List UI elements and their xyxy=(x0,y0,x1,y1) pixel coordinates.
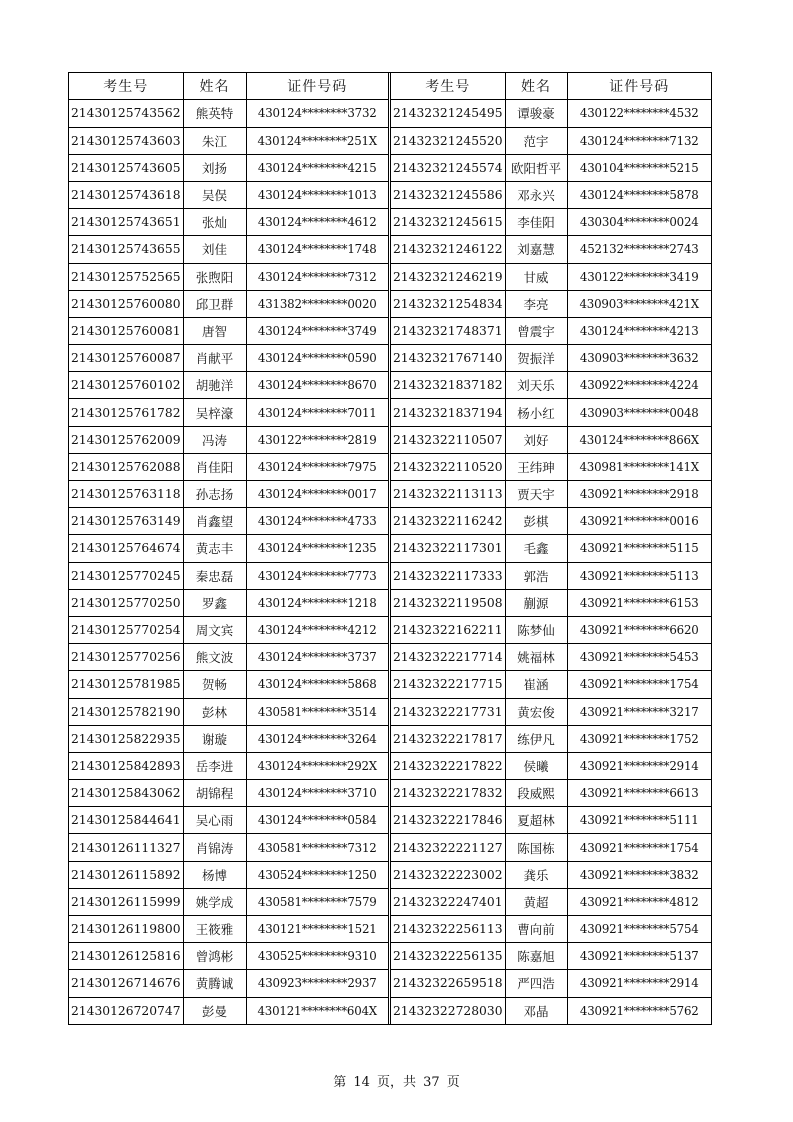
table-row xyxy=(391,671,711,698)
exam-no-cell: 21432321767140 xyxy=(391,345,505,372)
table-row xyxy=(391,100,711,127)
name-cell: 刘扬 xyxy=(183,154,246,181)
id-no-cell: 430124********0590 xyxy=(246,345,388,372)
exam-no-cell: 21432321245586 xyxy=(391,181,505,208)
id-no-cell: 430124********0584 xyxy=(246,807,388,834)
name-cell: 夏超林 xyxy=(505,807,567,834)
exam-no-cell: 21430125743603 xyxy=(69,127,183,154)
name-cell: 郭浩 xyxy=(505,562,567,589)
header-exam-no: 考生号 xyxy=(69,73,183,100)
exam-no-cell: 21432322116242 xyxy=(391,508,505,535)
table-row xyxy=(391,834,711,861)
table-row xyxy=(391,943,711,970)
exam-no-cell: 21430125752565 xyxy=(69,263,183,290)
id-no-cell: 430921********1752 xyxy=(567,725,711,752)
exam-no-cell: 21430125842893 xyxy=(69,752,183,779)
exam-no-cell: 21430125760081 xyxy=(69,317,183,344)
table-row xyxy=(69,508,388,535)
name-cell: 刘好 xyxy=(505,426,567,453)
id-no-cell: 430921********2914 xyxy=(567,752,711,779)
exam-no-cell: 21430125770254 xyxy=(69,616,183,643)
id-no-cell: 430124********3264 xyxy=(246,725,388,752)
exam-no-cell: 21432321245495 xyxy=(391,100,505,127)
exam-no-cell: 21432322256113 xyxy=(391,916,505,943)
table-row xyxy=(69,861,388,888)
name-cell: 彭曼 xyxy=(183,997,246,1024)
exam-no-cell: 21430125770256 xyxy=(69,644,183,671)
table-row xyxy=(69,752,388,779)
table-row xyxy=(69,616,388,643)
id-no-cell: 430124********7132 xyxy=(567,127,711,154)
table-row xyxy=(391,127,711,154)
table-row xyxy=(391,888,711,915)
exam-no-cell: 21430125843062 xyxy=(69,780,183,807)
id-no-cell: 430524********1250 xyxy=(246,861,388,888)
id-no-cell: 430124********7312 xyxy=(246,263,388,290)
name-cell: 张煦阳 xyxy=(183,263,246,290)
name-cell: 严四浩 xyxy=(505,970,567,997)
exam-no-cell: 21430125743655 xyxy=(69,236,183,263)
id-no-cell: 430122********4532 xyxy=(567,100,711,127)
table-row xyxy=(69,127,388,154)
exam-no-cell: 21432322110507 xyxy=(391,426,505,453)
name-cell: 刘天乐 xyxy=(505,372,567,399)
exam-no-cell: 21430125844641 xyxy=(69,807,183,834)
name-cell: 毛鑫 xyxy=(505,535,567,562)
id-no-cell: 430124********7975 xyxy=(246,453,388,480)
name-cell: 贺振洋 xyxy=(505,345,567,372)
name-cell: 肖献平 xyxy=(183,345,246,372)
id-no-cell: 430124********8670 xyxy=(246,372,388,399)
page-number-footer: 第 14 页，共 37 页 xyxy=(333,1075,460,1090)
header-exam-no: 考生号 xyxy=(391,73,505,100)
exam-no-cell: 21430125822935 xyxy=(69,725,183,752)
table-row xyxy=(69,399,388,426)
id-no-cell: 430124********4733 xyxy=(246,508,388,535)
name-cell: 张灿 xyxy=(183,209,246,236)
table-row xyxy=(69,698,388,725)
id-no-cell: 430525********9310 xyxy=(246,943,388,970)
table-row xyxy=(391,535,711,562)
name-cell: 邓永兴 xyxy=(505,181,567,208)
table-row xyxy=(391,154,711,181)
table-row xyxy=(69,100,388,127)
id-no-cell: 430124********7773 xyxy=(246,562,388,589)
name-cell: 岳李进 xyxy=(183,752,246,779)
id-no-cell: 430124********292X xyxy=(246,752,388,779)
name-cell: 蒯源 xyxy=(505,589,567,616)
name-cell: 刘佳 xyxy=(183,236,246,263)
table-row xyxy=(391,481,711,508)
name-cell: 熊英特 xyxy=(183,100,246,127)
table-row xyxy=(391,780,711,807)
exam-no-cell: 21430126714676 xyxy=(69,970,183,997)
table-row xyxy=(69,453,388,480)
table-row xyxy=(391,263,711,290)
exam-no-cell: 21432322217731 xyxy=(391,698,505,725)
table-row xyxy=(391,453,711,480)
table-row xyxy=(69,589,388,616)
table-row xyxy=(391,345,711,372)
exam-no-cell: 21430125762088 xyxy=(69,453,183,480)
name-cell: 谢璇 xyxy=(183,725,246,752)
table-row xyxy=(69,181,388,208)
id-no-cell: 430124********4213 xyxy=(567,317,711,344)
table-row xyxy=(69,481,388,508)
name-cell: 姚福林 xyxy=(505,644,567,671)
table-row xyxy=(69,154,388,181)
id-no-cell: 430903********421X xyxy=(567,290,711,317)
exam-no-cell: 21432321748371 xyxy=(391,317,505,344)
table-row xyxy=(69,943,388,970)
exam-no-cell: 21432322117301 xyxy=(391,535,505,562)
candidate-table-right xyxy=(391,73,711,1024)
name-cell: 黄超 xyxy=(505,888,567,915)
name-cell: 吴心雨 xyxy=(183,807,246,834)
name-cell: 陈嘉旭 xyxy=(505,943,567,970)
table-row xyxy=(391,698,711,725)
name-cell: 曾震宇 xyxy=(505,317,567,344)
name-cell: 黄宏俊 xyxy=(505,698,567,725)
exam-no-cell: 21430125762009 xyxy=(69,426,183,453)
table-row xyxy=(391,290,711,317)
table-row xyxy=(391,861,711,888)
id-no-cell: 430903********0048 xyxy=(567,399,711,426)
name-cell: 黄志丰 xyxy=(183,535,246,562)
id-no-cell: 430124********3732 xyxy=(246,100,388,127)
exam-no-cell: 21430126119800 xyxy=(69,916,183,943)
table-row xyxy=(391,752,711,779)
exam-no-cell: 21432322117333 xyxy=(391,562,505,589)
id-no-cell: 430124********0017 xyxy=(246,481,388,508)
table-row xyxy=(69,671,388,698)
exam-no-cell: 21430125743651 xyxy=(69,209,183,236)
exam-no-cell: 21432322217822 xyxy=(391,752,505,779)
table-row xyxy=(69,807,388,834)
table-row xyxy=(391,970,711,997)
id-no-cell: 430122********3419 xyxy=(567,263,711,290)
name-cell: 罗鑫 xyxy=(183,589,246,616)
id-no-cell: 430124********3737 xyxy=(246,644,388,671)
name-cell: 熊文波 xyxy=(183,644,246,671)
id-no-cell: 430903********3632 xyxy=(567,345,711,372)
exam-no-cell: 21432322113113 xyxy=(391,481,505,508)
exam-no-cell: 21432322217846 xyxy=(391,807,505,834)
id-no-cell: 430922********4224 xyxy=(567,372,711,399)
exam-no-cell: 21430125770250 xyxy=(69,589,183,616)
table-row xyxy=(69,263,388,290)
table-row xyxy=(69,317,388,344)
table-row xyxy=(391,644,711,671)
table-row xyxy=(69,916,388,943)
table-row xyxy=(391,807,711,834)
name-cell: 胡驰洋 xyxy=(183,372,246,399)
name-cell: 欧阳哲平 xyxy=(505,154,567,181)
exam-no-cell: 21432322162211 xyxy=(391,616,505,643)
id-no-cell: 430921********6620 xyxy=(567,616,711,643)
table-row xyxy=(69,725,388,752)
name-cell: 秦忠磊 xyxy=(183,562,246,589)
name-cell: 朱江 xyxy=(183,127,246,154)
name-cell: 吴俣 xyxy=(183,181,246,208)
exam-no-cell: 21430126111327 xyxy=(69,834,183,861)
id-no-cell: 430921********5137 xyxy=(567,943,711,970)
id-no-cell: 430581********3514 xyxy=(246,698,388,725)
id-no-cell: 430921********5111 xyxy=(567,807,711,834)
name-cell: 李亮 xyxy=(505,290,567,317)
id-no-cell: 430921********5115 xyxy=(567,535,711,562)
name-cell: 曾鸿彬 xyxy=(183,943,246,970)
exam-no-cell: 21432321246219 xyxy=(391,263,505,290)
id-no-cell: 430921********2918 xyxy=(567,481,711,508)
name-cell: 肖佳阳 xyxy=(183,453,246,480)
exam-no-cell: 21432322119508 xyxy=(391,589,505,616)
table-row xyxy=(391,209,711,236)
id-no-cell: 430921********5453 xyxy=(567,644,711,671)
id-no-cell: 430981********141X xyxy=(567,453,711,480)
name-cell: 段威熙 xyxy=(505,780,567,807)
id-no-cell: 430124********5868 xyxy=(246,671,388,698)
exam-no-cell: 21432322110520 xyxy=(391,453,505,480)
name-cell: 练伊凡 xyxy=(505,725,567,752)
id-no-cell: 430104********5215 xyxy=(567,154,711,181)
header-row xyxy=(69,73,388,100)
name-cell: 曹向前 xyxy=(505,916,567,943)
name-cell: 范宇 xyxy=(505,127,567,154)
table-row xyxy=(69,372,388,399)
id-no-cell: 430124********4612 xyxy=(246,209,388,236)
exam-no-cell: 21432322247401 xyxy=(391,888,505,915)
name-cell: 贾天宇 xyxy=(505,481,567,508)
exam-no-cell: 21430125770245 xyxy=(69,562,183,589)
table-row xyxy=(391,616,711,643)
id-no-cell: 430124********4212 xyxy=(246,616,388,643)
id-no-cell: 430124********5878 xyxy=(567,181,711,208)
table-row xyxy=(69,562,388,589)
id-no-cell: 431382********0020 xyxy=(246,290,388,317)
name-cell: 吴梓濠 xyxy=(183,399,246,426)
table-row xyxy=(391,317,711,344)
id-no-cell: 430124********1235 xyxy=(246,535,388,562)
exam-no-cell: 21430125761782 xyxy=(69,399,183,426)
name-cell: 刘嘉慧 xyxy=(505,236,567,263)
exam-no-cell: 21432322221127 xyxy=(391,834,505,861)
exam-no-cell: 21432322728030 xyxy=(391,997,505,1024)
table-row xyxy=(391,181,711,208)
id-no-cell: 430921********5113 xyxy=(567,562,711,589)
name-cell: 邓晶 xyxy=(505,997,567,1024)
exam-no-cell: 21432322217714 xyxy=(391,644,505,671)
exam-no-cell: 21432322256135 xyxy=(391,943,505,970)
table-row xyxy=(391,725,711,752)
name-cell: 陈国栋 xyxy=(505,834,567,861)
name-cell: 谭骏豪 xyxy=(505,100,567,127)
exam-no-cell: 21430125763149 xyxy=(69,508,183,535)
name-cell: 肖锦涛 xyxy=(183,834,246,861)
table-row xyxy=(69,834,388,861)
id-no-cell: 430921********2914 xyxy=(567,970,711,997)
id-no-cell: 430124********1218 xyxy=(246,589,388,616)
candidate-table xyxy=(68,72,712,1025)
table-row xyxy=(391,426,711,453)
exam-no-cell: 21432322217817 xyxy=(391,725,505,752)
exam-no-cell: 21432322217715 xyxy=(391,671,505,698)
id-no-cell: 430124********251X xyxy=(246,127,388,154)
name-cell: 贺畅 xyxy=(183,671,246,698)
table-row xyxy=(69,644,388,671)
exam-no-cell: 21430125764674 xyxy=(69,535,183,562)
id-no-cell: 430921********5762 xyxy=(567,997,711,1024)
id-no-cell: 430921********0016 xyxy=(567,508,711,535)
id-no-cell: 430921********6613 xyxy=(567,780,711,807)
id-no-cell: 430121********604X xyxy=(246,997,388,1024)
id-no-cell: 430121********1521 xyxy=(246,916,388,943)
id-no-cell: 430124********1013 xyxy=(246,181,388,208)
table-row xyxy=(69,997,388,1024)
name-cell: 杨小红 xyxy=(505,399,567,426)
name-cell: 崔涵 xyxy=(505,671,567,698)
id-no-cell: 430124********3749 xyxy=(246,317,388,344)
name-cell: 甘威 xyxy=(505,263,567,290)
exam-no-cell: 21430125782190 xyxy=(69,698,183,725)
id-no-cell: 430921********3217 xyxy=(567,698,711,725)
table-row xyxy=(69,236,388,263)
table-row xyxy=(391,236,711,263)
name-cell: 姚学成 xyxy=(183,888,246,915)
table-row xyxy=(391,562,711,589)
name-cell: 冯涛 xyxy=(183,426,246,453)
exam-no-cell: 21432321245615 xyxy=(391,209,505,236)
table-row xyxy=(69,780,388,807)
header-name: 姓名 xyxy=(505,73,567,100)
name-cell: 邱卫群 xyxy=(183,290,246,317)
id-no-cell: 430921********5754 xyxy=(567,916,711,943)
table-row xyxy=(69,970,388,997)
name-cell: 王筱雅 xyxy=(183,916,246,943)
table-row xyxy=(69,290,388,317)
table-row xyxy=(391,399,711,426)
name-cell: 杨博 xyxy=(183,861,246,888)
id-no-cell: 430921********6153 xyxy=(567,589,711,616)
exam-no-cell: 21430125760102 xyxy=(69,372,183,399)
table-row xyxy=(391,372,711,399)
exam-no-cell: 21432322659518 xyxy=(391,970,505,997)
name-cell: 陈梦仙 xyxy=(505,616,567,643)
id-no-cell: 430304********0024 xyxy=(567,209,711,236)
id-no-cell: 430921********3832 xyxy=(567,861,711,888)
table-row xyxy=(69,345,388,372)
exam-no-cell: 21432322217832 xyxy=(391,780,505,807)
exam-no-cell: 21432322223002 xyxy=(391,861,505,888)
exam-no-cell: 21430125743618 xyxy=(69,181,183,208)
id-no-cell: 430921********1754 xyxy=(567,834,711,861)
name-cell: 周文宾 xyxy=(183,616,246,643)
name-cell: 肖鑫望 xyxy=(183,508,246,535)
table-row xyxy=(69,426,388,453)
id-no-cell: 430122********2819 xyxy=(246,426,388,453)
exam-no-cell: 21432321837182 xyxy=(391,372,505,399)
name-cell: 唐智 xyxy=(183,317,246,344)
table-row xyxy=(391,997,711,1024)
table-row xyxy=(69,888,388,915)
table-row xyxy=(69,209,388,236)
exam-no-cell: 21432321246122 xyxy=(391,236,505,263)
id-no-cell: 430921********4812 xyxy=(567,888,711,915)
id-no-cell: 430923********2937 xyxy=(246,970,388,997)
exam-no-cell: 21432321245520 xyxy=(391,127,505,154)
id-no-cell: 430581********7312 xyxy=(246,834,388,861)
header-id-no: 证件号码 xyxy=(246,73,388,100)
exam-no-cell: 21430126125816 xyxy=(69,943,183,970)
id-no-cell: 430124********3710 xyxy=(246,780,388,807)
exam-no-cell: 21432321837194 xyxy=(391,399,505,426)
exam-no-cell: 21430125781985 xyxy=(69,671,183,698)
name-cell: 孙志扬 xyxy=(183,481,246,508)
id-no-cell: 430124********1748 xyxy=(246,236,388,263)
exam-no-cell: 21430125763118 xyxy=(69,481,183,508)
exam-no-cell: 21430126115999 xyxy=(69,888,183,915)
name-cell: 彭林 xyxy=(183,698,246,725)
name-cell: 李佳阳 xyxy=(505,209,567,236)
exam-no-cell: 21430126115892 xyxy=(69,861,183,888)
exam-no-cell: 21430125743605 xyxy=(69,154,183,181)
table-row xyxy=(391,916,711,943)
table-row xyxy=(391,508,711,535)
exam-no-cell: 21430125760087 xyxy=(69,345,183,372)
exam-no-cell: 21432321254834 xyxy=(391,290,505,317)
id-no-cell: 430124********866X xyxy=(567,426,711,453)
id-no-cell: 430124********4215 xyxy=(246,154,388,181)
id-no-cell: 430581********7579 xyxy=(246,888,388,915)
id-no-cell: 430921********1754 xyxy=(567,671,711,698)
name-cell: 王纬珅 xyxy=(505,453,567,480)
name-cell: 侯曦 xyxy=(505,752,567,779)
exam-no-cell: 21430125760080 xyxy=(69,290,183,317)
id-no-cell: 430124********7011 xyxy=(246,399,388,426)
header-name: 姓名 xyxy=(183,73,246,100)
exam-no-cell: 21430126720747 xyxy=(69,997,183,1024)
header-row xyxy=(391,73,711,100)
exam-no-cell: 21432321245574 xyxy=(391,154,505,181)
table-row xyxy=(69,535,388,562)
header-id-no: 证件号码 xyxy=(567,73,711,100)
name-cell: 彭棋 xyxy=(505,508,567,535)
table-row xyxy=(391,589,711,616)
name-cell: 胡锦程 xyxy=(183,780,246,807)
name-cell: 黄腾诚 xyxy=(183,970,246,997)
candidate-table-left xyxy=(69,73,388,1024)
id-no-cell: 452132********2743 xyxy=(567,236,711,263)
exam-no-cell: 21430125743562 xyxy=(69,100,183,127)
name-cell: 龚乐 xyxy=(505,861,567,888)
